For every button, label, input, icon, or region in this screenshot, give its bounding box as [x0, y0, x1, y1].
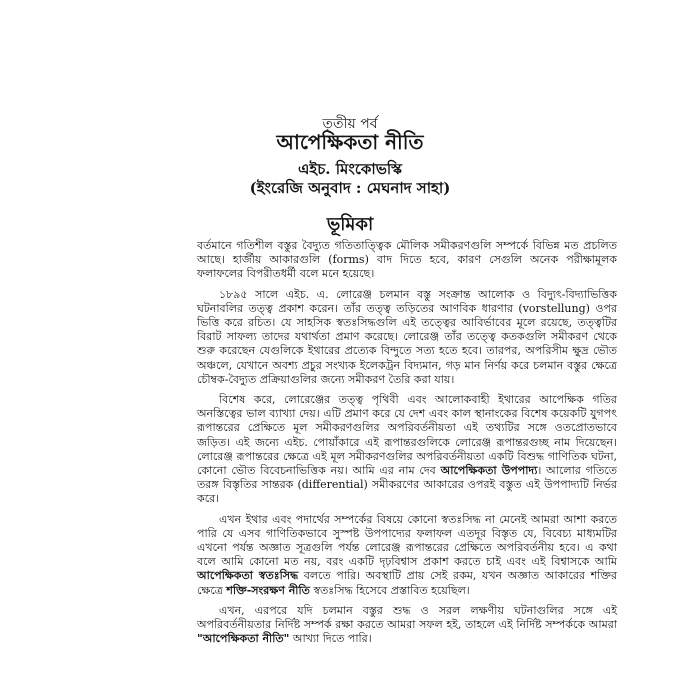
section-heading: ভূমিকা [326, 214, 374, 235]
paragraph-text-tail: বলতে পারি। অবস্থাটি প্রায় সেই রকম, যখন অজ্ঞাত আকারের শক্তির ক্ষেত্রে [197, 569, 617, 597]
paragraph-2 [197, 288, 617, 387]
paragraph-1 [197, 239, 617, 282]
paragraph-5 [197, 604, 617, 647]
paragraph-text: বিশেষ করে, লোরেঞ্জের তত্ত্ব পৃথিবী এবং আলোকবাহী ইথারের আপেক্ষিক গতির অনস্তিত্বের ভাল ব্যাখ্যা দেয়। এটি প্রমাণ করে যে দেশ এবং কাল স্থানাংকের বিশেষ কয়েকটি যুগপৎ রূপান্তরের প্রেক্ষিতে মূল সমীকরণগুলির অপরিবর্তনীয়তা এই তথ্যটির সঙ্গে ওতপ্রোতভাবে জড়িত। এই জন্যে এইচ. পোয়াঁকারে এই রূপান্তরগুলিকে লোরেঞ্জ রূপান্তরগুচ্ছ নাম দিয়েছেন। লোরেঞ্জ রূপান্তরের ক্ষেত্রে এই মূল সমীকরণগুলির অপরিবর্তনীয়তা একটি বিশুদ্ধ গাণিতিক ঘটনা, কোনো ভৌত বিবেচনাভিত্তিক নয়। আমি এর নাম দেব [197, 393, 617, 478]
part-label: তৃতীয় পর্ব [322, 116, 378, 132]
paragraph-4 [197, 513, 617, 598]
chapter-title: আপেক্ষিকতা নীতি [276, 130, 424, 154]
bold-term: আপেক্ষিকতা উপপাদ্য [440, 464, 538, 478]
paragraph-text-tail: আখ্যা দিতে পারি। [289, 632, 372, 646]
paragraph-text: এখন ইথার এবং পদার্থের সম্পর্কের বিষয়ে কোনো স্বতঃসিদ্ধ না মেনেই আমরা আশা করতে পারি যে এসব গাণিতিকভাবে সুস্পষ্ট উপপাদ্যের ফলাফল এতদূর বিস্তৃত যে, বিবেচ্য মাধ্যমটির এখনো পর্যন্ত অজ্ঞাত সূত্রগুলি পর্যন্ত লোরেঞ্জ রূপান্তরের প্রেক্ষিতে অপরিবর্তনীয় হবে। এ কথা বলে আমি কোনো মত নয়, বরং একটি দৃঢ়বিশ্বাস প্রকাশ করতে চাই এবং এই বিশ্বাসকে আমি [197, 512, 617, 569]
paragraph-text: এখন, এরপরে যদি চলমান বস্তুর শুদ্ধ ও সরল লক্ষণীয় ঘটনাগুলির সঙ্গে এই অপরিবর্তনীয়তার নির্দিষ্ট সম্পর্ক রক্ষা করতে আমরা সফল হই, তাহলে এই নির্দিষ্ট সম্পর্ককে আমরা [197, 603, 617, 632]
paragraph-3 [197, 393, 617, 507]
bold-term-2: শক্তি-সংরক্ষণ নীতি [226, 583, 310, 597]
paragraph-text-tail-2: স্বতঃসিদ্ধ হিসেবে প্রস্তাবিত হয়েছিল। [309, 583, 470, 597]
bold-term: আপেক্ষিকতা স্বতঃসিদ্ধ [197, 569, 299, 583]
author-name: এইচ. মিংকোভস্কি [298, 160, 402, 178]
paragraph-text-tail: । আলোর গতিতে তরঙ্গ বিস্তৃতির সান্তরক (differential) সমীকরণের আকারের ওপরই বস্তুত এই উপপাদ্যটি নির্ভর করে। [197, 464, 617, 506]
paragraph-text: ১৮৯৫ সালে এইচ. এ. লোরেঞ্জ চলমান বস্তু সংক্রান্ত আলোক ও বিদ্যুৎ-বিদ্যাভিত্তিক ঘটনাবলির তত্ত্ব প্রকাশ করেন। তাঁর তত্ত্ব তড়িতের আণবিক ধারণার (vorstellung) ওপর ভিত্তি করে রচিত। যে সাহসিক স্বতঃসিদ্ধগুলি এই তত্ত্বের আবির্ভাবের মূলে রয়েছে, তত্ত্বটির বিরাট সাফল্য তাদের যথার্থতা প্রমাণ করেছে। লোরেঞ্জ তাঁর তত্ত্বে কতকগুলি সমীকরণ থেকে শুরু করেছেন যেগুলিকে ইথারের প্রত্যেক বিন্দুতে সত্য হতে হবে। তারপর, অপরিসীম ক্ষুদ্র ভৌত অঞ্চলে, যেখানে অবশ্য প্রচুর সংখ্যক ইলেকট্রন বিদ্যমান, গড় মান নির্ণয় করে চলমান বস্তুর ক্ষেত্রে চৌম্বক-বৈদ্যুত প্রক্রিয়াগুলির জন্যে সমীকরণ তৈরি করা যায়। [197, 287, 617, 386]
bold-term: "আপেক্ষিকতা নীতি" [197, 632, 290, 646]
translation-credit: (ইংরেজি অনুবাদ : মেঘনাদ সাহা) [249, 179, 451, 197]
body-text [197, 239, 617, 652]
paragraph-text: বর্তমানে গতিশীল বস্তুর বৈদ্যুত গতিতাত্ত্বিক মৌলিক সমীকরণগুলি সম্পর্কে বিভিন্ন মত প্রচলিত আছে। হার্জীয় আকারগুলি (forms) বাদ দিতে হবে, কারণ সেগুলি অনেক পরীক্ষামূলক ফলাফলের বিপরীতধর্মী বলে মনে হয়েছে। [197, 239, 617, 281]
